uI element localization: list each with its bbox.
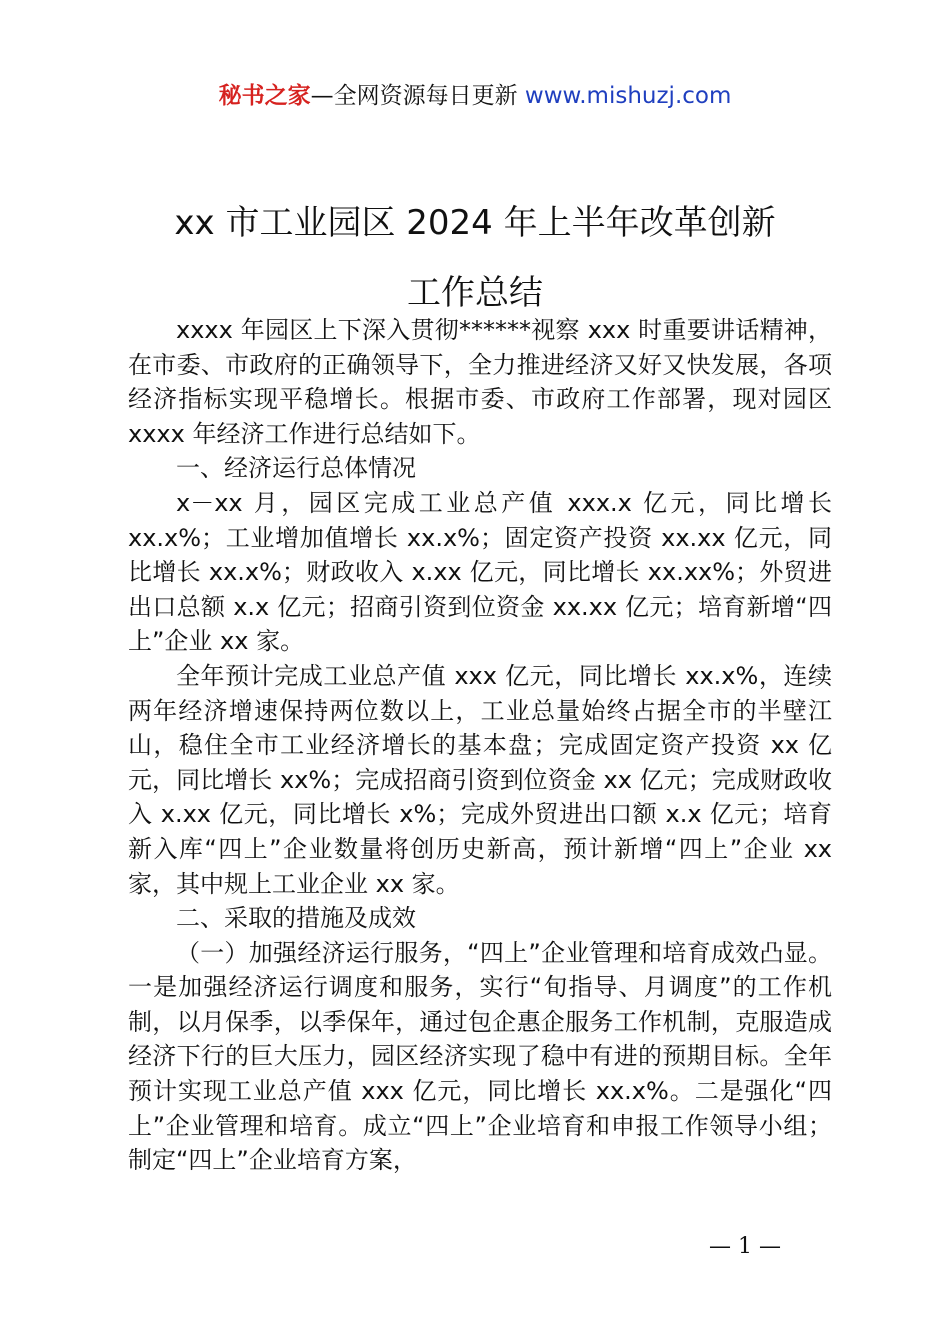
section-heading-2: 二、采取的措施及成效 — [176, 904, 416, 933]
site-url-link[interactable]: www.mishuzj.com — [524, 83, 732, 109]
brand-name: 秘书之家 — [218, 83, 311, 109]
section-heading-1: 一、经济运行总体情况 — [176, 454, 416, 483]
title-line-2: 工作总结 — [407, 273, 543, 313]
paragraph-measures: （一）加强经济运行服务，“四上”企业管理和培育成效凸显。一是加强经济运行调度和服务，实行“旬指导、月调度”的工作机制，以月保季，以季保年，通过包企惠企服务工作机制，克服造成经济下行的巨大压力，园区经济实现了稳中有进的预期目标。全年预计实现工业总产值 xxx 亿元，同比增长 xx.x%。二是强化“四上”企业管理和培育。成立“四上”企业培育和申报工作领导小组；制定“四上”企业培育方案， — [128, 938, 832, 1175]
header-tagline: —全网资源每日更新 — [310, 83, 525, 109]
document-body — [128, 313, 832, 1178]
paragraph-annual-forecast: 全年预计完成工业总产值 xxx 亿元，同比增长 xx.x%，连续两年经济增速保持两位数以上，工业总量始终占据全市的半壁江山，稳住全市工业经济增长的基本盘；完成固定资产投资 xx 亿元，同比增长 xx%；完成招商引资到位资金 xx 亿元；完成财政收入 x.xx 亿元，同比增长 x%；完成外贸进出口额 x.x 亿元；培育新入库“四上”企业数量将创历史新高，预计新增“四上”企业 xx 家，其中规上工业企业 xx 家。 — [128, 661, 832, 898]
document-title — [0, 188, 950, 328]
paragraph-economic-data: x－xx 月，园区完成工业总产值 xxx.x 亿元，同比增长 xx.x%；工业增加值增长 xx.x%；固定资产投资 xx.xx 亿元，同比增长 xx.x%；财政收入 x.xx 亿元，同比增长 xx.xx%；外贸进出口总额 x.x 亿元；招商引资到位资金 xx.xx 亿元；培育新增“四上”企业 xx 家。 — [128, 488, 832, 656]
site-header — [0, 80, 950, 112]
title-line-1: xx 市工业园区 2024 年上半年改革创新 — [174, 203, 776, 243]
page-number: — 1 — — [709, 1234, 781, 1259]
paragraph-intro: xxxx 年园区上下深入贯彻******视察 xxx 时重要讲话精神，在市委、市政府的正确领导下，全力推进经济又好又快发展，各项经济指标实现平稳增长。根据市委、市政府工作部署，现对园区 xxxx 年经济工作进行总结如下。 — [128, 316, 832, 448]
